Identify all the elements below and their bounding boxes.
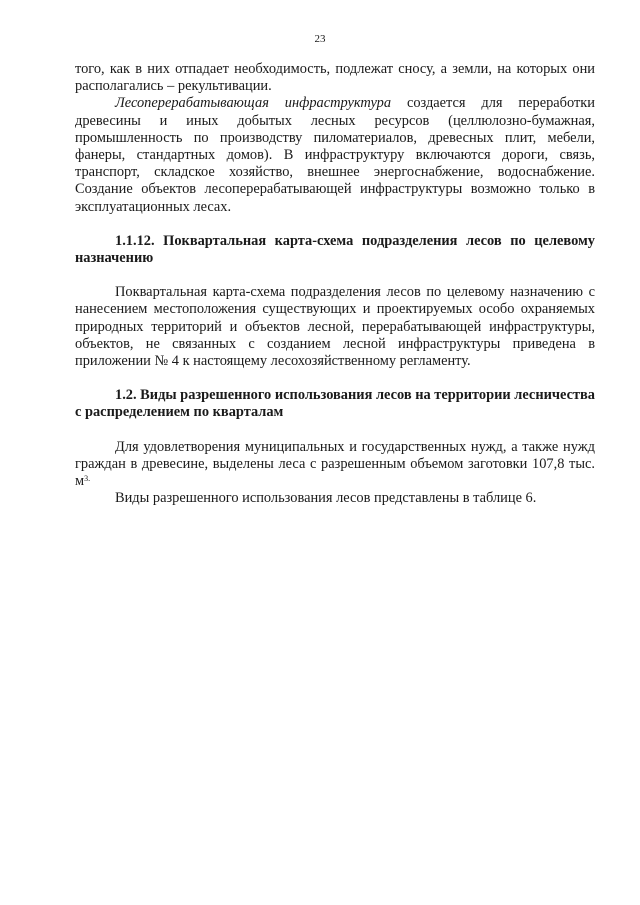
- paragraph-infrastructure: [75, 95, 595, 215]
- paragraph-infrastructure-text: создается для переработки древесины и иных добытых лесных ресурсов (целлюлозно-бумажная, промышленность по производству пиломатериалов, древесных плит, мебели, фанеры, стандартных домов). В инфраструктуру включаются дороги, связь, транспорт, складское хозяйство, внешнее энергоснабжение, водоснабжение. Создание объектов лесоперерабатывающей инфраструктуры возможно только в эксплуатационных лесах.: [75, 95, 595, 215]
- section-heading-1-1-12: 1.1.12. Поквартальная карта-схема подразделения лесов по целевому назначению: [75, 232, 595, 267]
- paragraph-needs: [75, 439, 595, 491]
- paragraph-continuation: того, как в них отпадает необходимость, подлежат сносу, а земли, на которых они располагались – рекультивации.: [75, 61, 595, 95]
- page-number: 23: [314, 33, 326, 45]
- superscript-cubic: 3.: [84, 474, 91, 484]
- document-body: [75, 61, 595, 507]
- section-heading-1-2: 1.2. Виды разрешенного использования лесов на территории лесничества с распределением по кварталам: [75, 387, 596, 421]
- term-infrastructure: Лесоперерабатывающая инфраструктура: [115, 95, 392, 112]
- paragraph-map-scheme: Поквартальная карта-схема подразделения лесов по целевому назначению с нанесением местоположения существующих и проектируемых особо охраняемых природных территорий и объектов лесной, перерабатывающей инфраструктуры, объектов, не связанных с созданием лесной инфраструктуры приведена в приложении № 4 к настоящему лесохозяйственному регламенту.: [75, 284, 595, 370]
- paragraph-table-ref: Виды разрешенного использования лесов представлены в таблице 6.: [115, 490, 537, 507]
- paragraph-needs-text: Для удовлетворения муниципальных и государственных нужд, а также нужд граждан в древесине, выделены леса с разрешенным объемом заготовки 107,8 тыс. м: [75, 438, 595, 490]
